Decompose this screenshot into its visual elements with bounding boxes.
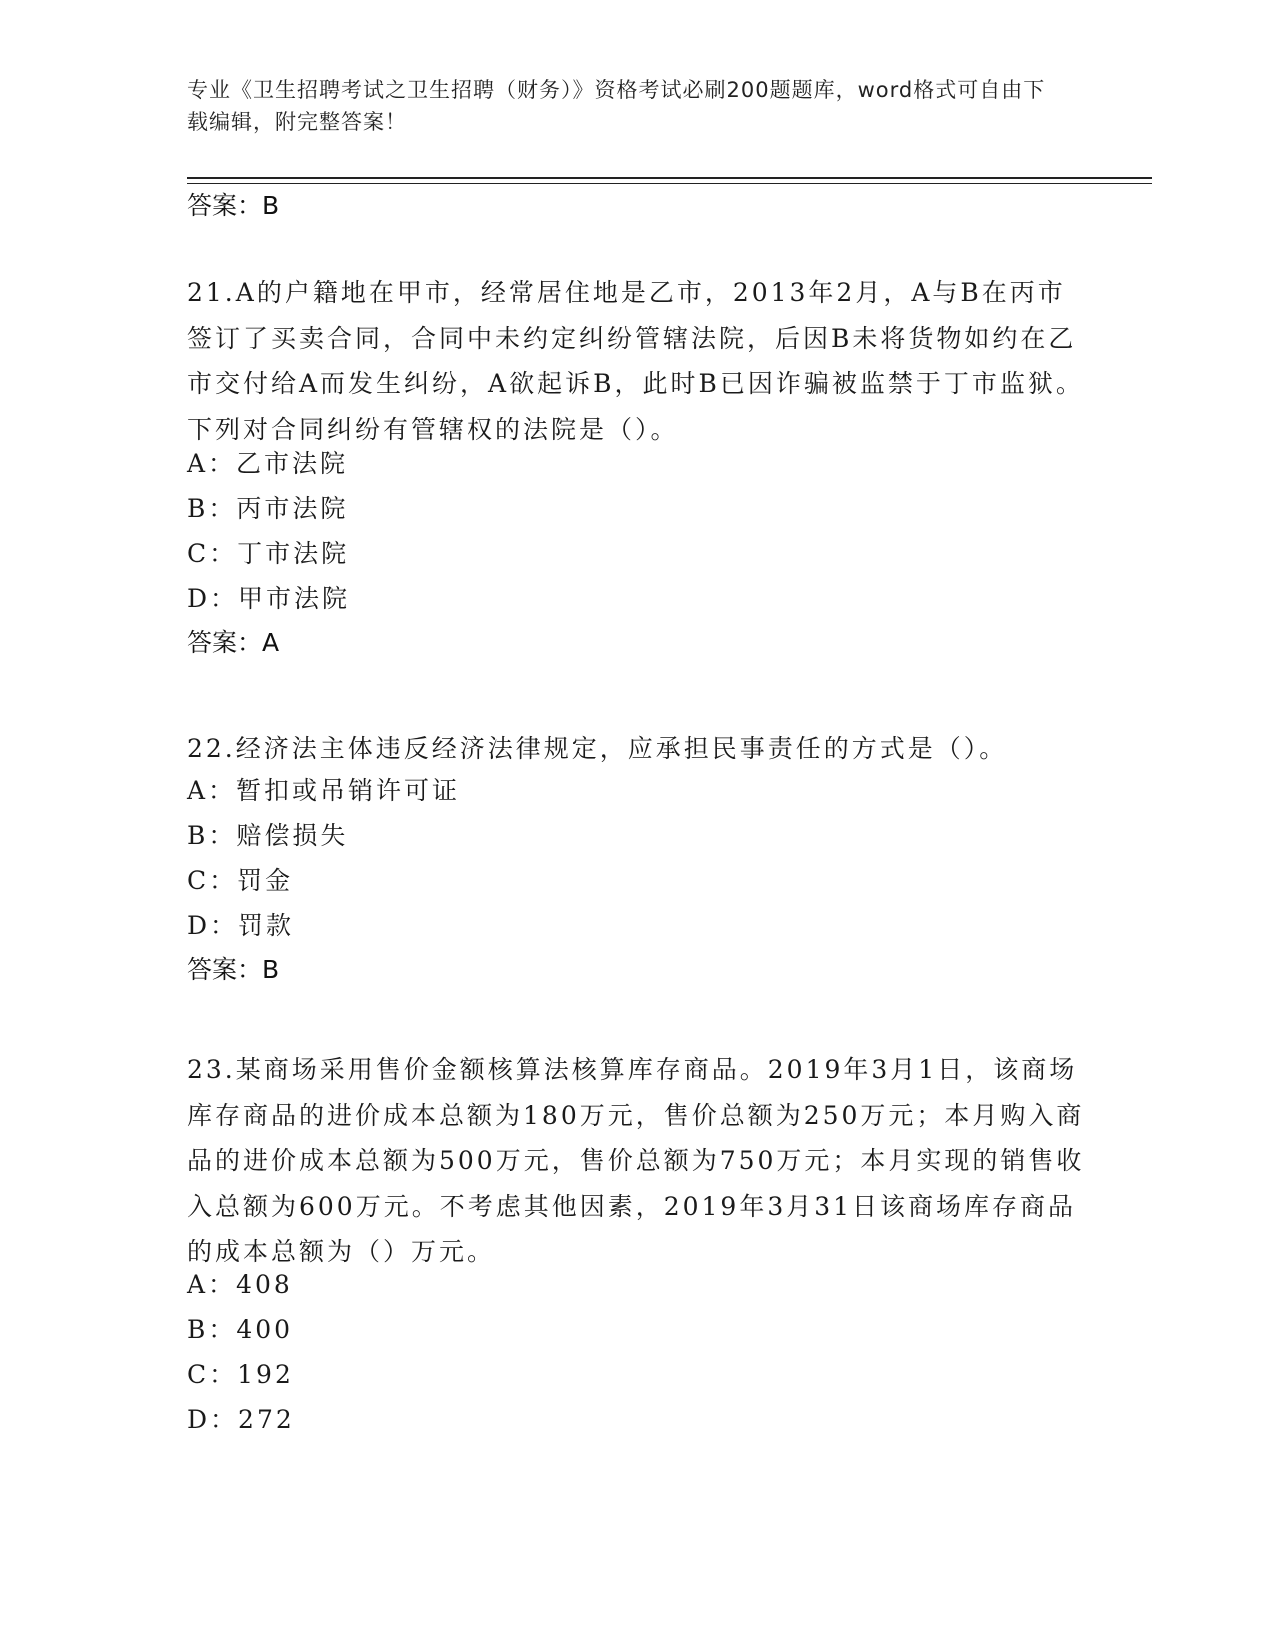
question-21-option-b: B：丙市法院	[187, 494, 349, 523]
question-22-stem: 22.经济法主体违反经济法律规定，应承担民事责任的方式是（）。	[187, 734, 1008, 763]
question-23-option-c: C：192	[187, 1360, 294, 1389]
question-21-stem: 21.A的户籍地在甲市，经常居住地是乙市，2013年2月，A与B在丙市签订了买卖合同，合同中未约定纠纷管辖法院，后因B未将货物如约在乙市交付给A而发生纠纷，A欲起诉B，此时B已因诈骗被监禁于丁市监狱。下列对合同纠纷有管辖权的法院是（）。	[187, 278, 1084, 444]
header-divider	[187, 177, 1152, 179]
question-23-option-a: A：408	[187, 1270, 293, 1299]
question-23-option-b: B：400	[187, 1315, 294, 1344]
page-header: 专业《卫生招聘考试之卫生招聘（财务）》资格考试必刷200题题库，word格式可自由下载编辑，附完整答案！	[187, 78, 1046, 134]
question-22-answer: 答案：B	[187, 955, 280, 984]
question-23-stem: 23.某商场采用售价金额核算法核算库存商品。2019年3月1日，该商场库存商品的进价成本总额为180万元，售价总额为250万元；本月购入商品的进价成本总额为500万元，售价总额为750万元；本月实现的销售收入总额为600万元。不考虑其他因素，2019年3月31日该商场库存商品的成本总额为（）万元。	[187, 1055, 1085, 1266]
question-22-option-c: C：罚金	[187, 866, 294, 895]
answer-label: 答案：B	[187, 191, 280, 220]
question-23-option-d: D：272	[187, 1405, 295, 1434]
question-21-answer: 答案：A	[187, 628, 280, 657]
question-22-option-a: A：暂扣或吊销许可证	[187, 776, 461, 805]
question-21-option-d: D：甲市法院	[187, 584, 351, 613]
question-21-option-c: C：丁市法院	[187, 539, 350, 568]
question-22-option-b: B：赔偿损失	[187, 821, 349, 850]
question-22-option-d: D：罚款	[187, 911, 295, 940]
header-divider-thin	[187, 183, 1152, 184]
question-21-option-a: A：乙市法院	[187, 449, 349, 478]
